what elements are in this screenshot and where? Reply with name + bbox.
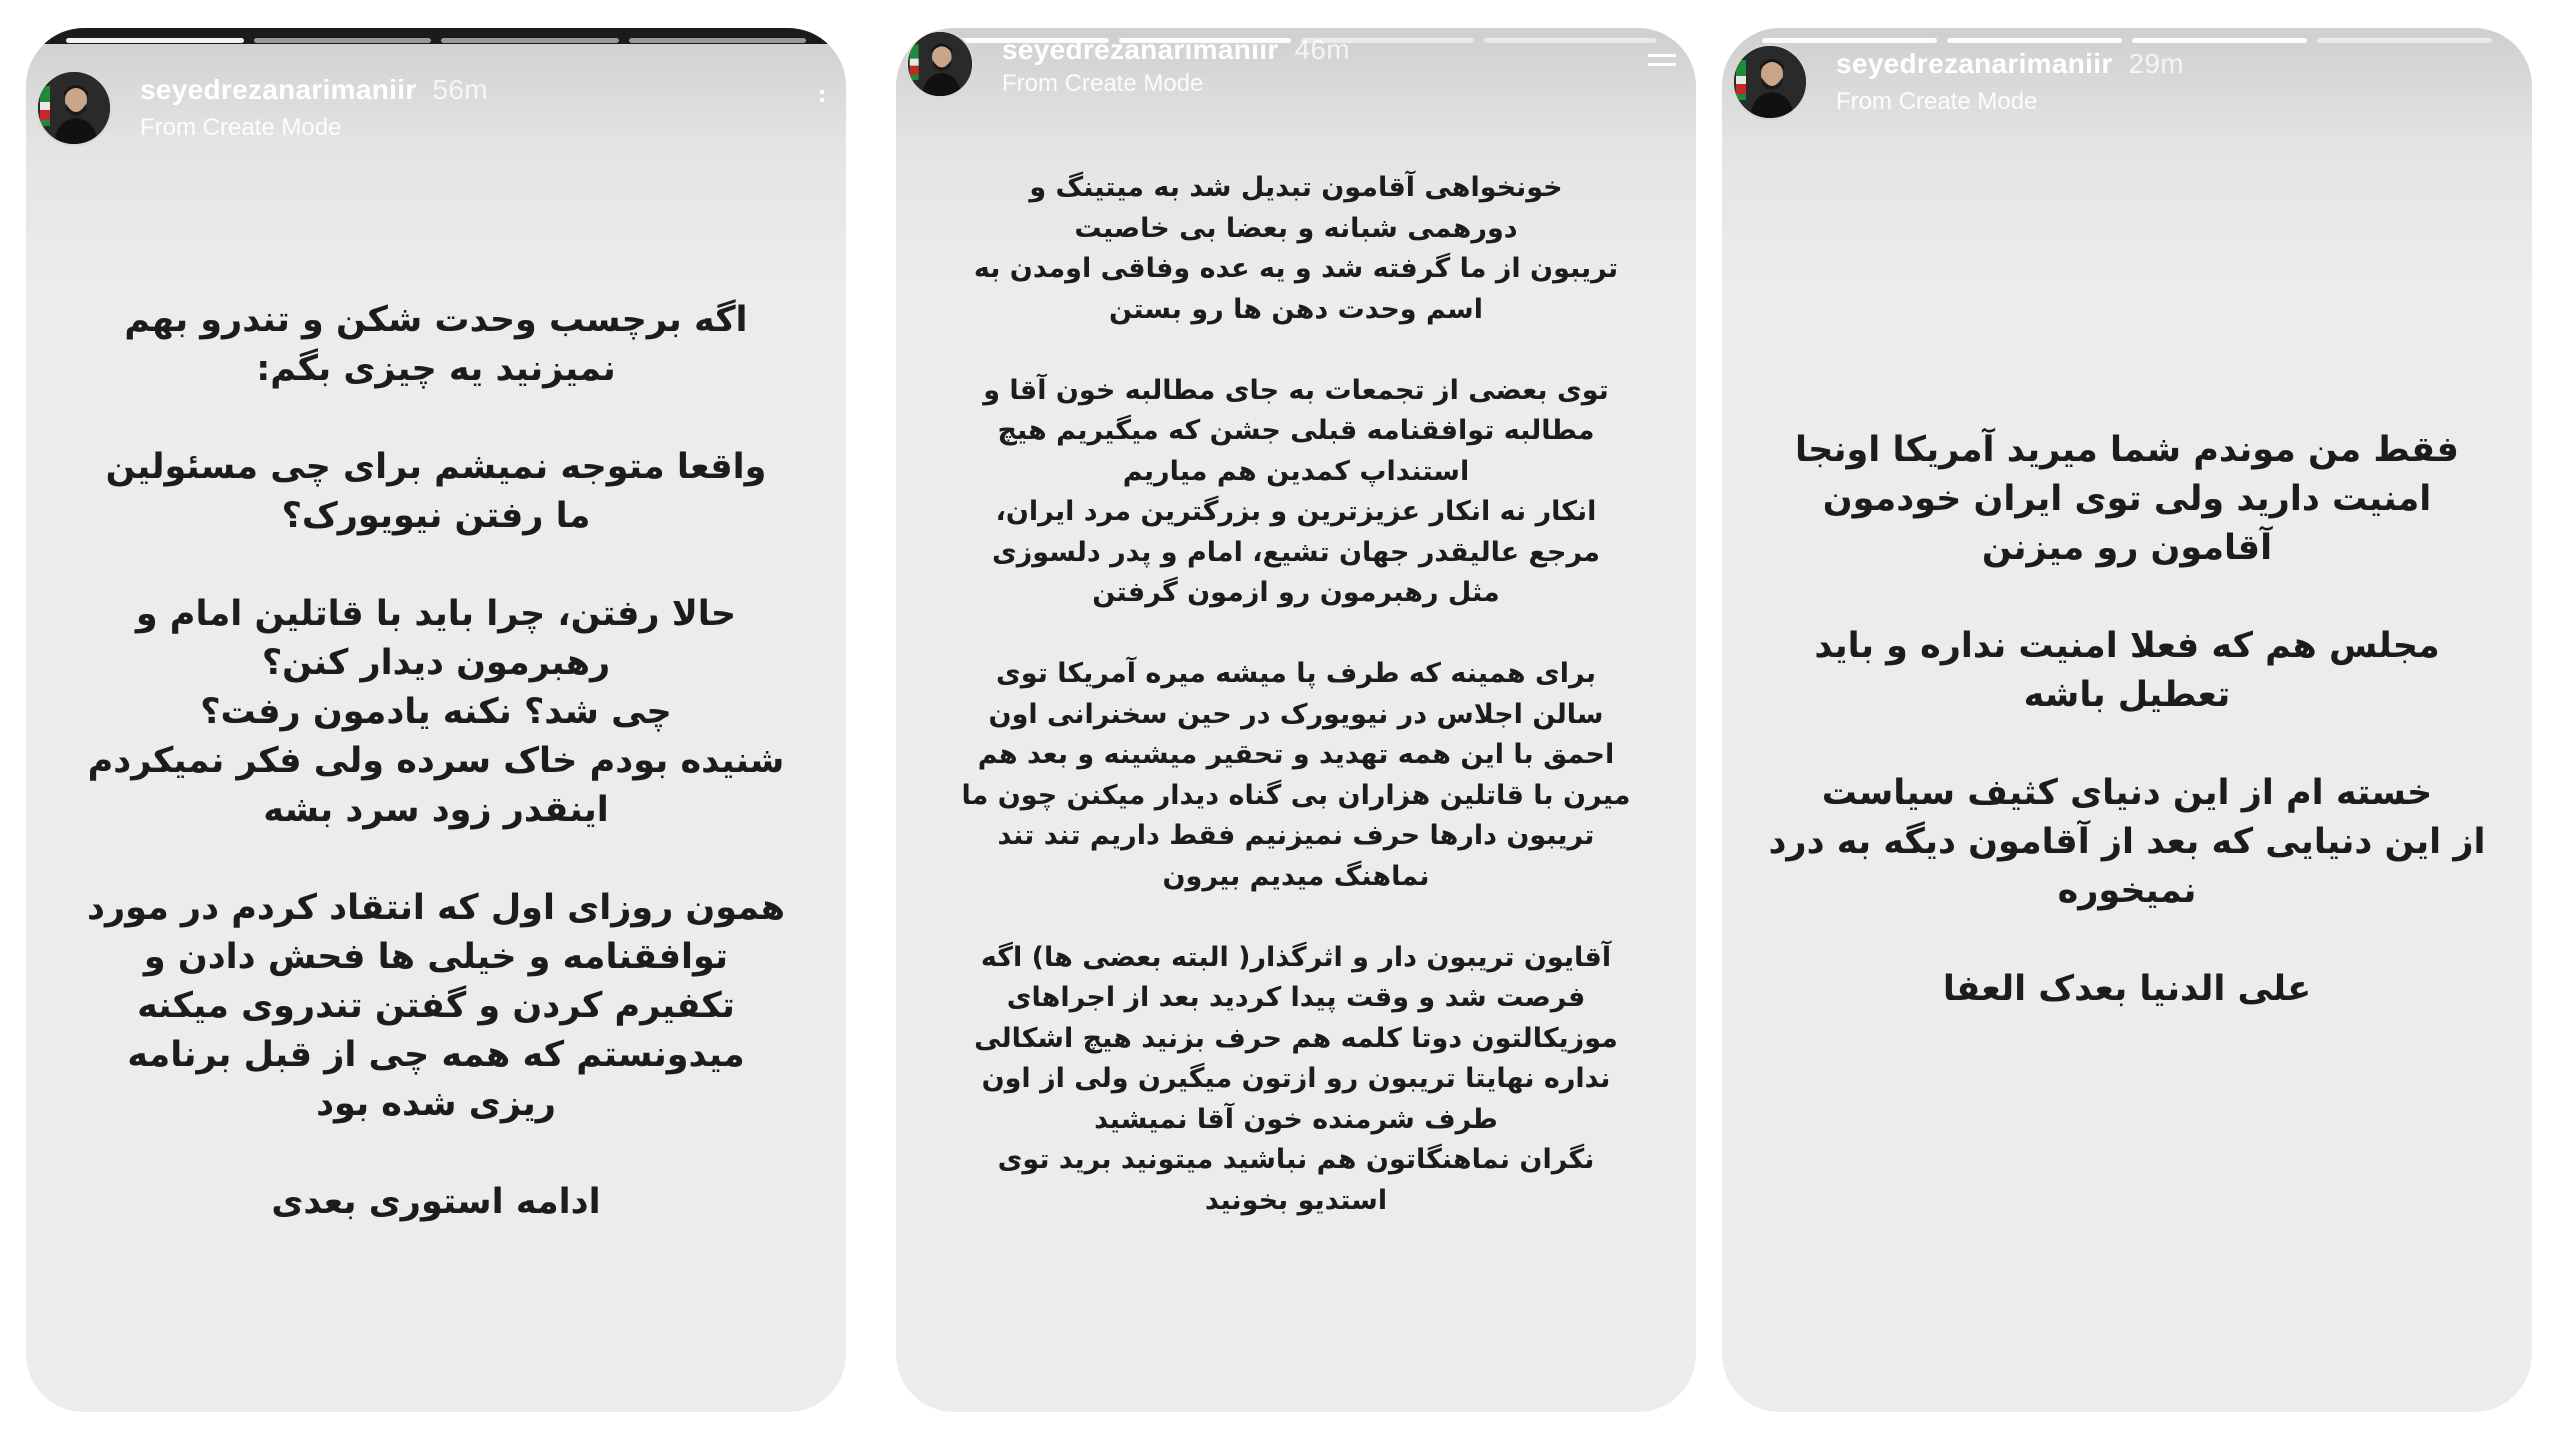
story-username[interactable] xyxy=(1836,48,2184,80)
story-time: 46m xyxy=(1294,34,1350,65)
story-text: اگه برچسب وحدت شکن و تندرو بهم نمیزنید یه چیزی بگم: واقعا متوجه نمیشم برای چی مسئولین ما رفتن نیویورک؟ حالا رفتن، چرا باید با قاتلین امام و رهبرمون دیدار کنن؟ چی شد؟ نکنه یادمون رفت؟ شنیده بودم خاک سرده ولی فکر نمیکردم اینقدر زود سرد بشه همون روزای اول که انتقاد کردم در مورد توافقنامه و خیلی ها فحش دادن و تکفیرم کردن و گفتن تندروی میکنه میدونستم که همه چی از قبل برنامه ریزی شده بود ادامه استوری بعدی xyxy=(87,300,785,1222)
progress-segment xyxy=(1947,38,2122,43)
story-header xyxy=(906,30,1676,110)
progress-segment xyxy=(441,38,619,43)
story-text: خونخواهی آقامون تبدیل شد به میتینگ و دورهمی شبانه و بعضا بی خاصیت تریبون از ما گرفته شد و یه عده وفاقی اومدن به اسم وحدت دهن ها رو بستن توی بعضی از تجمعات به جای مطالبه خون آقا و مطالبه توافقنامه قبلی جشن که میگیریم هیچ استنداپ کمدین هم میاریم انکار نه انکار عزیزترین و بزرگترین مرد ایران، مرجع عالیقدر جهان تشیع، امام و پدر دلسوزی مثل رهبرمون رو ازمون گرفتن برای همینه که طرف پا میشه میره آمریکا توی سالن اجلاس در نیویورک در حین سخنرانی اون احمق با این همه تهدید و تحقیر میشینه و بعد هم میرن با قاتلین هزاران بی گناه دیدار میکنن چون ما تریبون دارها حرف نمیزنیم فقط داریم تند تند نماهنگ میدیم بیرون آقایون تریبون دار و اثرگذار( البته بعضی ها) اگه فرصت شد و وقت پیدا کردید بعد از اجراهای موزیکالتون دوتا کلمه هم حرف بزنید هیچ اشکالی نداره نهایتا تریبون رو ازتون میگیرن ولی از اون طرف شرمنده خون آقا نمیشید نگران نماهنگاتون هم نباشید میتونید برید توی استدیو بخونید xyxy=(961,172,1631,1216)
username-text[interactable]: seyedrezanarimaniir xyxy=(1002,34,1279,65)
profile-photo-icon xyxy=(908,32,972,96)
progress-segment xyxy=(2317,38,2492,43)
story-card-3[interactable] xyxy=(1722,28,2532,1412)
story-subtitle: From Create Mode xyxy=(1836,88,2038,115)
avatar[interactable] xyxy=(36,70,112,146)
progress-segment xyxy=(66,38,244,43)
more-options-icon[interactable] xyxy=(798,88,826,110)
story-time: 29m xyxy=(2128,48,2184,79)
story-username[interactable] xyxy=(1002,34,1350,66)
story-card-1[interactable] xyxy=(26,28,846,1412)
story-time: 56m xyxy=(432,74,488,105)
username-text[interactable]: seyedrezanarimaniir xyxy=(140,74,417,105)
story-subtitle: From Create Mode xyxy=(1002,70,1204,97)
profile-photo-icon xyxy=(38,72,110,144)
story-header xyxy=(36,70,826,150)
story-progress-bar xyxy=(66,38,806,43)
story-subtitle: From Create Mode xyxy=(140,114,342,141)
progress-segment xyxy=(2132,38,2307,43)
story-username[interactable] xyxy=(140,74,488,106)
avatar[interactable] xyxy=(906,30,974,98)
avatar[interactable] xyxy=(1732,44,1808,120)
username-text[interactable]: seyedrezanarimaniir xyxy=(1836,48,2113,79)
profile-photo-icon xyxy=(1734,46,1806,118)
progress-segment xyxy=(629,38,807,43)
progress-segment xyxy=(1762,38,1937,43)
more-options-icon[interactable] xyxy=(1648,48,1676,70)
story-progress-bar xyxy=(1762,38,2492,43)
progress-segment xyxy=(254,38,432,43)
story-header xyxy=(1732,44,2512,124)
story-text: فقط من موندم شما میرید آمریکا اونجا امنیت دارید ولی توی ایران خودمون آقامون رو میزنن مجلس هم که فعلا امنیت نداره و باید تعطیل باشه خسته ام از این دنیای کثیف سیاست از این دنیایی که بعد از آقامون دیگه به درد نمیخوره علی الدنیا بعدک العفا xyxy=(1768,430,2486,1009)
story-card-2[interactable] xyxy=(896,28,1696,1412)
